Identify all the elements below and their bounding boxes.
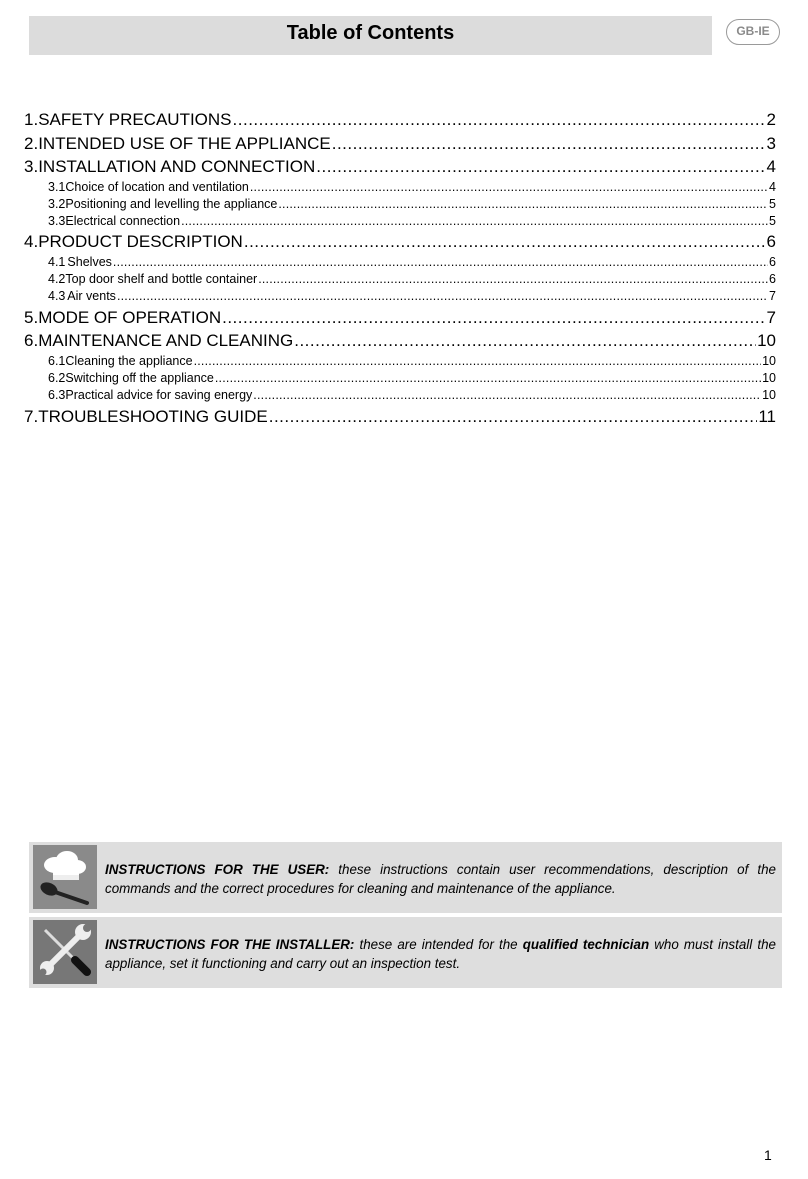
toc-entry-page: 7	[766, 307, 776, 327]
toc-leader-dots	[113, 254, 768, 271]
toc-subsection-entry[interactable]	[24, 271, 776, 288]
toc-entry-page: 4	[769, 179, 776, 194]
toc-entry-label: SAFETY PRECAUTIONS	[38, 110, 232, 129]
wrench-screwdriver-icon	[33, 920, 97, 984]
toc-leader-dots	[244, 230, 766, 254]
toc-leader-dots	[181, 213, 768, 230]
toc-entry-number: 4.	[24, 232, 39, 252]
toc-entry-number: 6.2	[48, 371, 66, 386]
toc-subsection-entry[interactable]	[24, 387, 776, 404]
toc-entry-page: 5	[769, 196, 776, 211]
toc-entry-number: 3.2	[48, 196, 66, 211]
toc-section-entry[interactable]	[24, 155, 776, 179]
toc-leader-dots	[258, 271, 768, 288]
user-instructions-body: these instructions contain user recommendations, description of the commands and the correct procedures for cleaning and maintenance of the appliance.	[105, 862, 776, 896]
toc-entry-page: 10	[762, 353, 776, 368]
toc-entry-page: 7	[769, 289, 776, 304]
toc-leader-dots	[233, 108, 766, 132]
toc-entry-label: Shelves	[67, 254, 112, 269]
toc-entry-page: 10	[762, 388, 776, 403]
toc-section-entry[interactable]	[24, 405, 776, 429]
toc-leader-dots	[269, 405, 758, 429]
toc-subsection-entry[interactable]	[24, 196, 776, 213]
user-instructions-text	[105, 861, 776, 898]
installer-instructions-body-1: these are intended for the	[354, 937, 523, 952]
user-instructions-heading: INSTRUCTIONS FOR THE USER:	[105, 862, 330, 877]
installer-instructions-text	[105, 936, 776, 973]
toc-section-entry[interactable]	[24, 306, 776, 330]
toc-section-entry[interactable]	[24, 329, 776, 353]
toc-subsection-entry[interactable]	[24, 254, 776, 271]
toc-entry-label: INTENDED USE OF THE APPLIANCE	[38, 133, 331, 153]
toc-entry-number: 4.1	[48, 254, 66, 269]
toc-subsection-entry[interactable]	[24, 213, 776, 230]
installer-instructions-box	[29, 917, 782, 988]
toc-entry-number: 4.3	[48, 289, 66, 304]
toc-entry-number: 4.2	[48, 272, 66, 287]
toc-entry-page: 2	[766, 110, 776, 129]
toc-leader-dots	[278, 196, 768, 213]
toc-entry-number: 1.	[24, 110, 39, 129]
toc-leader-dots	[250, 179, 768, 196]
toc-entry-label: Air vents	[67, 289, 116, 304]
toc-entry-page: 3	[766, 133, 776, 153]
table-of-contents	[24, 108, 776, 428]
toc-entry-label: MODE OF OPERATION	[38, 307, 222, 327]
installer-instructions-emphasis: qualified technician	[522, 937, 650, 952]
toc-entry-number: 6.	[24, 331, 39, 351]
toc-entry-page: 6	[769, 254, 776, 269]
toc-leader-dots	[253, 387, 761, 404]
toc-entry-label: PRODUCT DESCRIPTION	[38, 232, 243, 252]
installer-instructions-heading: INSTRUCTIONS FOR THE INSTALLER:	[105, 937, 355, 952]
page-title: Table of Contents	[286, 22, 455, 44]
toc-entry-page: 6	[766, 232, 776, 252]
installer-instructions-body-2: who must install the appliance, set it functioning and carry out an inspection test.	[105, 937, 776, 971]
toc-section-entry[interactable]	[24, 230, 776, 254]
toc-entry-page: 6	[769, 272, 776, 287]
toc-entry-number: 5.	[24, 307, 39, 327]
toc-subsection-entry[interactable]	[24, 288, 776, 305]
toc-leader-dots	[332, 132, 766, 156]
toc-entry-label: Positioning and levelling the appliance	[65, 196, 278, 211]
toc-leader-dots	[117, 288, 768, 305]
toc-entry-label: MAINTENANCE AND CLEANING	[38, 331, 294, 351]
toc-subsection-entry[interactable]	[24, 179, 776, 196]
toc-leader-dots	[222, 306, 765, 330]
toc-section-entry[interactable]	[24, 108, 776, 132]
toc-entry-label: Cleaning the appliance	[65, 353, 193, 368]
toc-entry-page: 4	[766, 157, 776, 176]
toc-entry-label: TROUBLESHOOTING GUIDE	[38, 406, 268, 426]
toc-entry-number: 7.	[24, 406, 39, 426]
user-instructions-box	[29, 842, 782, 913]
toc-leader-dots	[294, 329, 756, 353]
toc-entry-page: 11	[758, 406, 776, 426]
toc-entry-label: Top door shelf and bottle container	[65, 272, 258, 287]
toc-entry-label: Choice of location and ventilation	[65, 179, 249, 194]
toc-entry-number: 6.3	[48, 388, 66, 403]
toc-entry-number: 2.	[24, 133, 39, 153]
toc-entry-label: INSTALLATION AND CONNECTION	[38, 157, 316, 176]
toc-entry-page: 5	[769, 214, 776, 229]
chef-spoon-icon	[33, 845, 97, 909]
title-bar	[29, 16, 712, 55]
toc-leader-dots	[215, 370, 761, 387]
page-number: 1	[764, 1147, 772, 1163]
toc-subsection-entry[interactable]	[24, 353, 776, 370]
toc-entry-page: 10	[762, 371, 776, 386]
toc-entry-label: Practical advice for saving energy	[65, 388, 253, 403]
toc-entry-label: Switching off the appliance	[65, 371, 214, 386]
toc-entry-number: 3.1	[48, 179, 66, 194]
toc-entry-page: 10	[757, 331, 776, 351]
toc-leader-dots	[194, 353, 762, 370]
region-badge: GB-IE	[726, 19, 780, 45]
toc-section-entry[interactable]	[24, 132, 776, 156]
toc-entry-label: Electrical connection	[65, 214, 181, 229]
toc-subsection-entry[interactable]	[24, 370, 776, 387]
toc-entry-number: 3.	[24, 157, 39, 176]
toc-entry-number: 3.3	[48, 214, 66, 229]
toc-leader-dots	[316, 155, 765, 179]
toc-entry-number: 6.1	[48, 353, 66, 368]
